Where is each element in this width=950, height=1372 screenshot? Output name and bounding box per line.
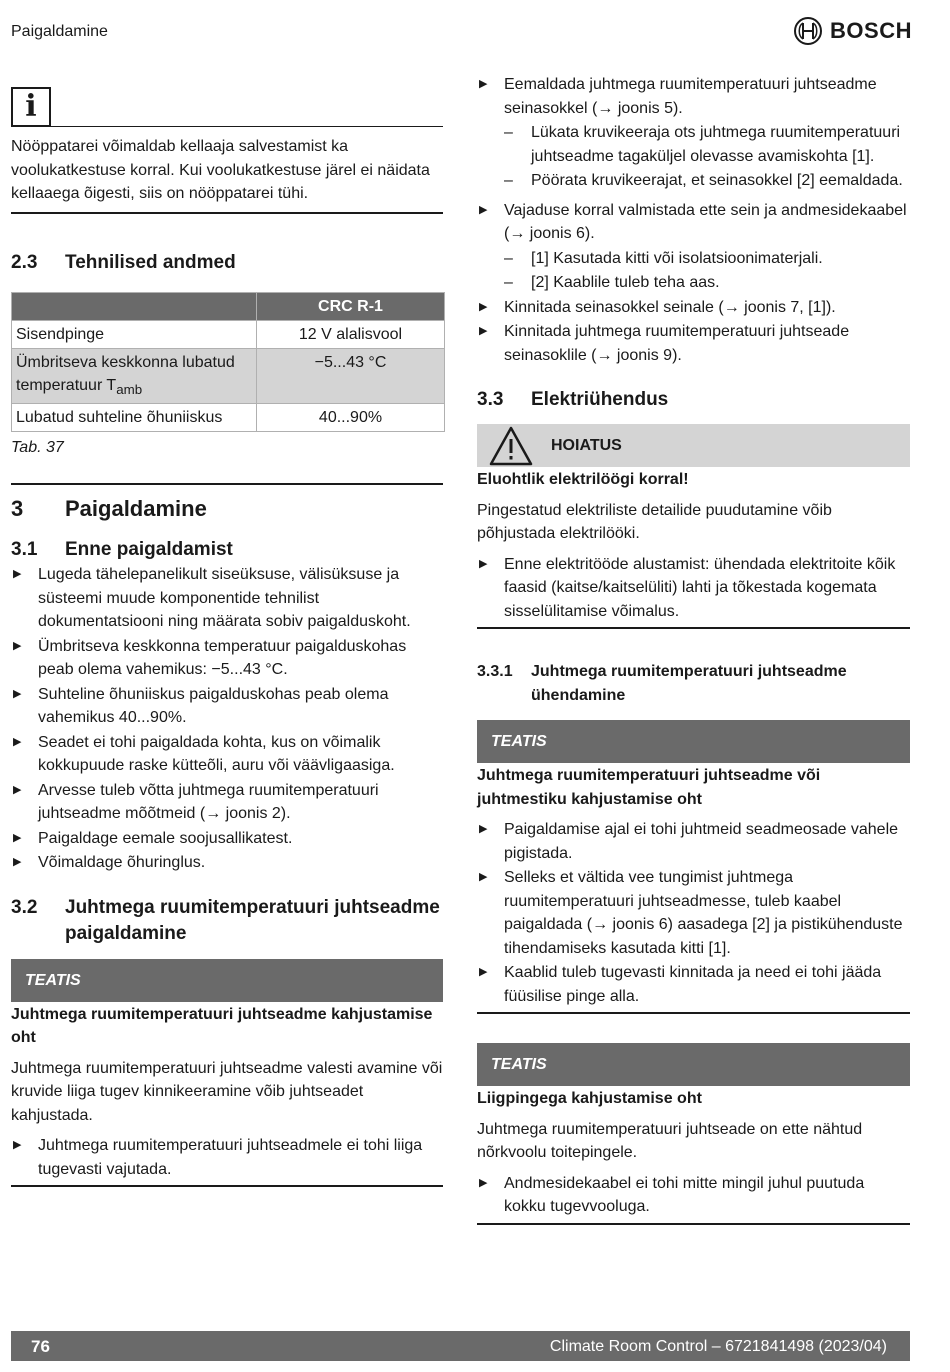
info-box — [11, 84, 443, 214]
section-title: Enne paigaldamist — [65, 539, 233, 561]
bosch-logo — [793, 16, 912, 46]
right-column — [477, 70, 910, 1225]
sub-step: – Lükata kruvikeeraja ots juhtmega ruumitemperatuuri juhtseadme tagaküljel olevasse avamiskohta [1]. — [477, 121, 910, 168]
step-text: Eemaldada juhtmega ruumitemperatuuri juhtseadme seinasokkel (→ joonis 5). — [504, 76, 877, 117]
notice-title: Liigpingega kahjustamise oht — [477, 1090, 702, 1107]
notice-title: Juhtmega ruumitemperatuuri juhtseadme kahjustamise oht — [11, 1005, 433, 1047]
warning-title: Eluohtlik elektrilöögi korral! — [477, 471, 689, 488]
section-heading-2-3 — [11, 250, 443, 276]
sub-step: – [2] Kaablile tuleb teha aas. — [477, 271, 910, 295]
chapter-title: Paigaldamine — [65, 496, 207, 522]
notice-list — [477, 818, 910, 1008]
info-box-header — [11, 84, 443, 127]
page-header — [0, 0, 950, 70]
header-section-title: Paigaldamine — [11, 23, 108, 40]
step-text: Vajaduse korral valmistada ette sein ja andmesidekaabel (→ joonis 6). — [504, 201, 907, 242]
warning-text: Pingestatud elektriliste detailide puudutamine võib põhjustada elektrilööki. — [477, 501, 832, 542]
list-item: ▶ Andmesidekaabel ei tohi mitte mingil juhul puutuda kokku tugevvooluga. — [477, 1172, 910, 1219]
info-icon: i — [11, 87, 51, 127]
section-number: 2.3 — [11, 251, 38, 273]
notice-block — [477, 1043, 910, 1225]
left-column — [11, 70, 443, 1187]
brand-name: BOSCH — [830, 18, 912, 44]
notice-title: Juhtmega ruumitemperatuuri juhtseadme või juhtmestiku kahjustamise oht — [477, 767, 821, 808]
notice-label-bar: TEATIS — [477, 720, 910, 763]
warning-triangle-icon — [489, 426, 533, 466]
spec-label-subscript: amb — [116, 381, 143, 397]
spec-label: Sisendpinge — [12, 320, 257, 348]
notice-block — [477, 720, 910, 1014]
notice-label-bar: TEATIS — [11, 959, 443, 1002]
sub-steps — [477, 121, 910, 193]
document-reference: Climate Room Control – 6721841498 (2023/04) — [549, 1338, 887, 1355]
info-text: Nööppatarei võimaldab kellaaja salvestamist ka voolukatkestuse korral. Kui voolukatkestuse järel ei näidata kellaaega õigesti, siis on nööppatarei tühi. — [11, 138, 430, 202]
warning-label-bar — [477, 424, 910, 467]
bosch-armature-icon — [793, 16, 823, 46]
notice-text: Juhtmega ruumitemperatuuri juhtseadme valesti avamine või kruvide liiga tugev kinnikeeramine võib juhtseadet kahjustada. — [11, 1059, 443, 1124]
list-item: ▶ Juhtmega ruumitemperatuuri juhtseadmele ei tohi liiga tugevasti vajutada. — [11, 1134, 443, 1181]
section-heading-3-1 — [11, 537, 443, 563]
section-number: 3.3 — [477, 389, 504, 410]
spec-label: Lubatud suhteline õhuniiskus — [12, 403, 257, 431]
spec-header-cell-empty — [12, 292, 257, 320]
install-steps-list — [477, 73, 910, 367]
section-number: 3.3.1 — [477, 663, 513, 680]
list-item: ▶ Enne elektritööde alustamist: ühendada elektritoite kõik faasid (kaitse/kaitselüliti) lahti ja tõkestada kogemata sisselülitamise võimalus. — [477, 553, 910, 624]
chapter-divider — [11, 483, 443, 523]
list-item: ▶ Ümbritseva keskkonna temperatuur paigalduskohas peab olema vahemikus: −5...43 °C. — [11, 635, 443, 682]
section-heading-3-3-1 — [477, 660, 910, 707]
preinstall-list — [11, 563, 443, 875]
section-title-line-1: Juhtmega ruumitemperatuuri juhtseadme — [65, 896, 440, 918]
spec-table-header — [12, 292, 445, 320]
list-item: ▶ Võimaldage õhuringlus. — [11, 851, 443, 875]
notice-block — [11, 959, 443, 1188]
warning-list — [477, 553, 910, 624]
list-item: ▶ Kinnitada seinasokkel seinale (→ joonis 7, [1]). — [477, 296, 910, 320]
spec-label — [12, 348, 257, 403]
page-footer — [11, 1331, 910, 1361]
list-item: ▶ Lugeda tähelepanelikult siseüksuse, välisüksuse ja süsteemi muude komponentide tehnilist dokumentatsiooni ning määrata sobiv paigalduskoht. — [11, 563, 443, 634]
list-item: ▶ Seadet ei tohi paigaldada kohta, kus on võimalik kokkupuude raske kütteõli, auru või väävligaasiga. — [11, 731, 443, 778]
spec-value: −5...43 °C — [257, 348, 445, 403]
notice-list — [11, 1134, 443, 1181]
section-title: Elektriühendus — [531, 389, 669, 410]
sub-step: – [1] Kasutada kitti või isolatsioonimaterjali. — [477, 247, 910, 271]
spec-row — [12, 320, 445, 348]
section-title — [531, 660, 847, 707]
spec-label-text: Ümbritseva keskkonna lubatud temperatuur T — [16, 353, 235, 394]
table-caption: Tab. 37 — [11, 438, 64, 456]
section-number: 3.2 — [11, 896, 38, 918]
list-item: ▶ Paigaldamise ajal ei tohi juhtmeid seadmeosade vahele pigistada. — [477, 818, 910, 865]
page-number: 76 — [31, 1337, 50, 1356]
list-item: ▶ Paigaldage eemale soojusallikatest. — [11, 827, 443, 851]
list-item: ▶ Kinnitada juhtmega ruumitemperatuuri juhtseade seinasoklile (→ joonis 9). — [477, 320, 910, 367]
section-title: Tehnilised andmed — [65, 251, 236, 273]
list-item: ▶ Kaablid tuleb tugevasti kinnitada ja need ei tohi jääda füüsilise pinge alla. — [477, 961, 910, 1008]
sub-steps — [477, 247, 910, 295]
list-item: ▶ Arvesse tuleb võtta juhtmega ruumitemperatuuri juhtseadme mõõtmeid (→ joonis 2). — [11, 779, 443, 826]
chapter-heading-3 — [11, 495, 443, 523]
warning-label: HOIATUS — [551, 436, 622, 454]
section-title-line-2: paigaldamine — [65, 922, 187, 944]
spec-value: 12 V alalisvool — [257, 320, 445, 348]
section-title-line-1: Juhtmega ruumitemperatuuri juhtseadme — [531, 663, 847, 680]
spec-row — [12, 348, 445, 403]
notice-label-bar: TEATIS — [477, 1043, 910, 1086]
spec-value: 40...90% — [257, 403, 445, 431]
notice-text: Juhtmega ruumitemperatuuri juhtseade on ette nähtud nõrkvoolu toitepingele. — [477, 1120, 863, 1161]
section-title — [65, 895, 440, 947]
section-title-line-2: ühendamine — [531, 686, 626, 704]
section-number: 3.1 — [11, 539, 38, 561]
list-item — [477, 199, 910, 295]
list-item — [477, 73, 910, 193]
spec-header-model: CRC R-1 — [257, 292, 445, 320]
list-item: ▶ Suhteline õhuniiskus paigalduskohas peab olema vahemikus 40...90%. — [11, 683, 443, 730]
info-divider — [51, 126, 443, 127]
warning-block — [477, 424, 910, 629]
spec-table — [11, 292, 445, 432]
list-item: ▶ Selleks et vältida vee tungimist juhtmega ruumitemperatuuri juhtseadmesse, tuleb kaabel paigaldada (→ joonis 6) aasadega [2] ja pistikühenduste tihendamiseks kasutada kitti [1]. — [477, 866, 910, 960]
section-heading-3-3 — [477, 387, 910, 413]
spec-row — [12, 403, 445, 431]
notice-list — [477, 1172, 910, 1219]
sub-step: – Pöörata kruvikeerajat, et seinasokkel [2] eemaldada. — [477, 169, 910, 193]
section-heading-3-2 — [11, 895, 443, 947]
chapter-number: 3 — [11, 496, 24, 522]
